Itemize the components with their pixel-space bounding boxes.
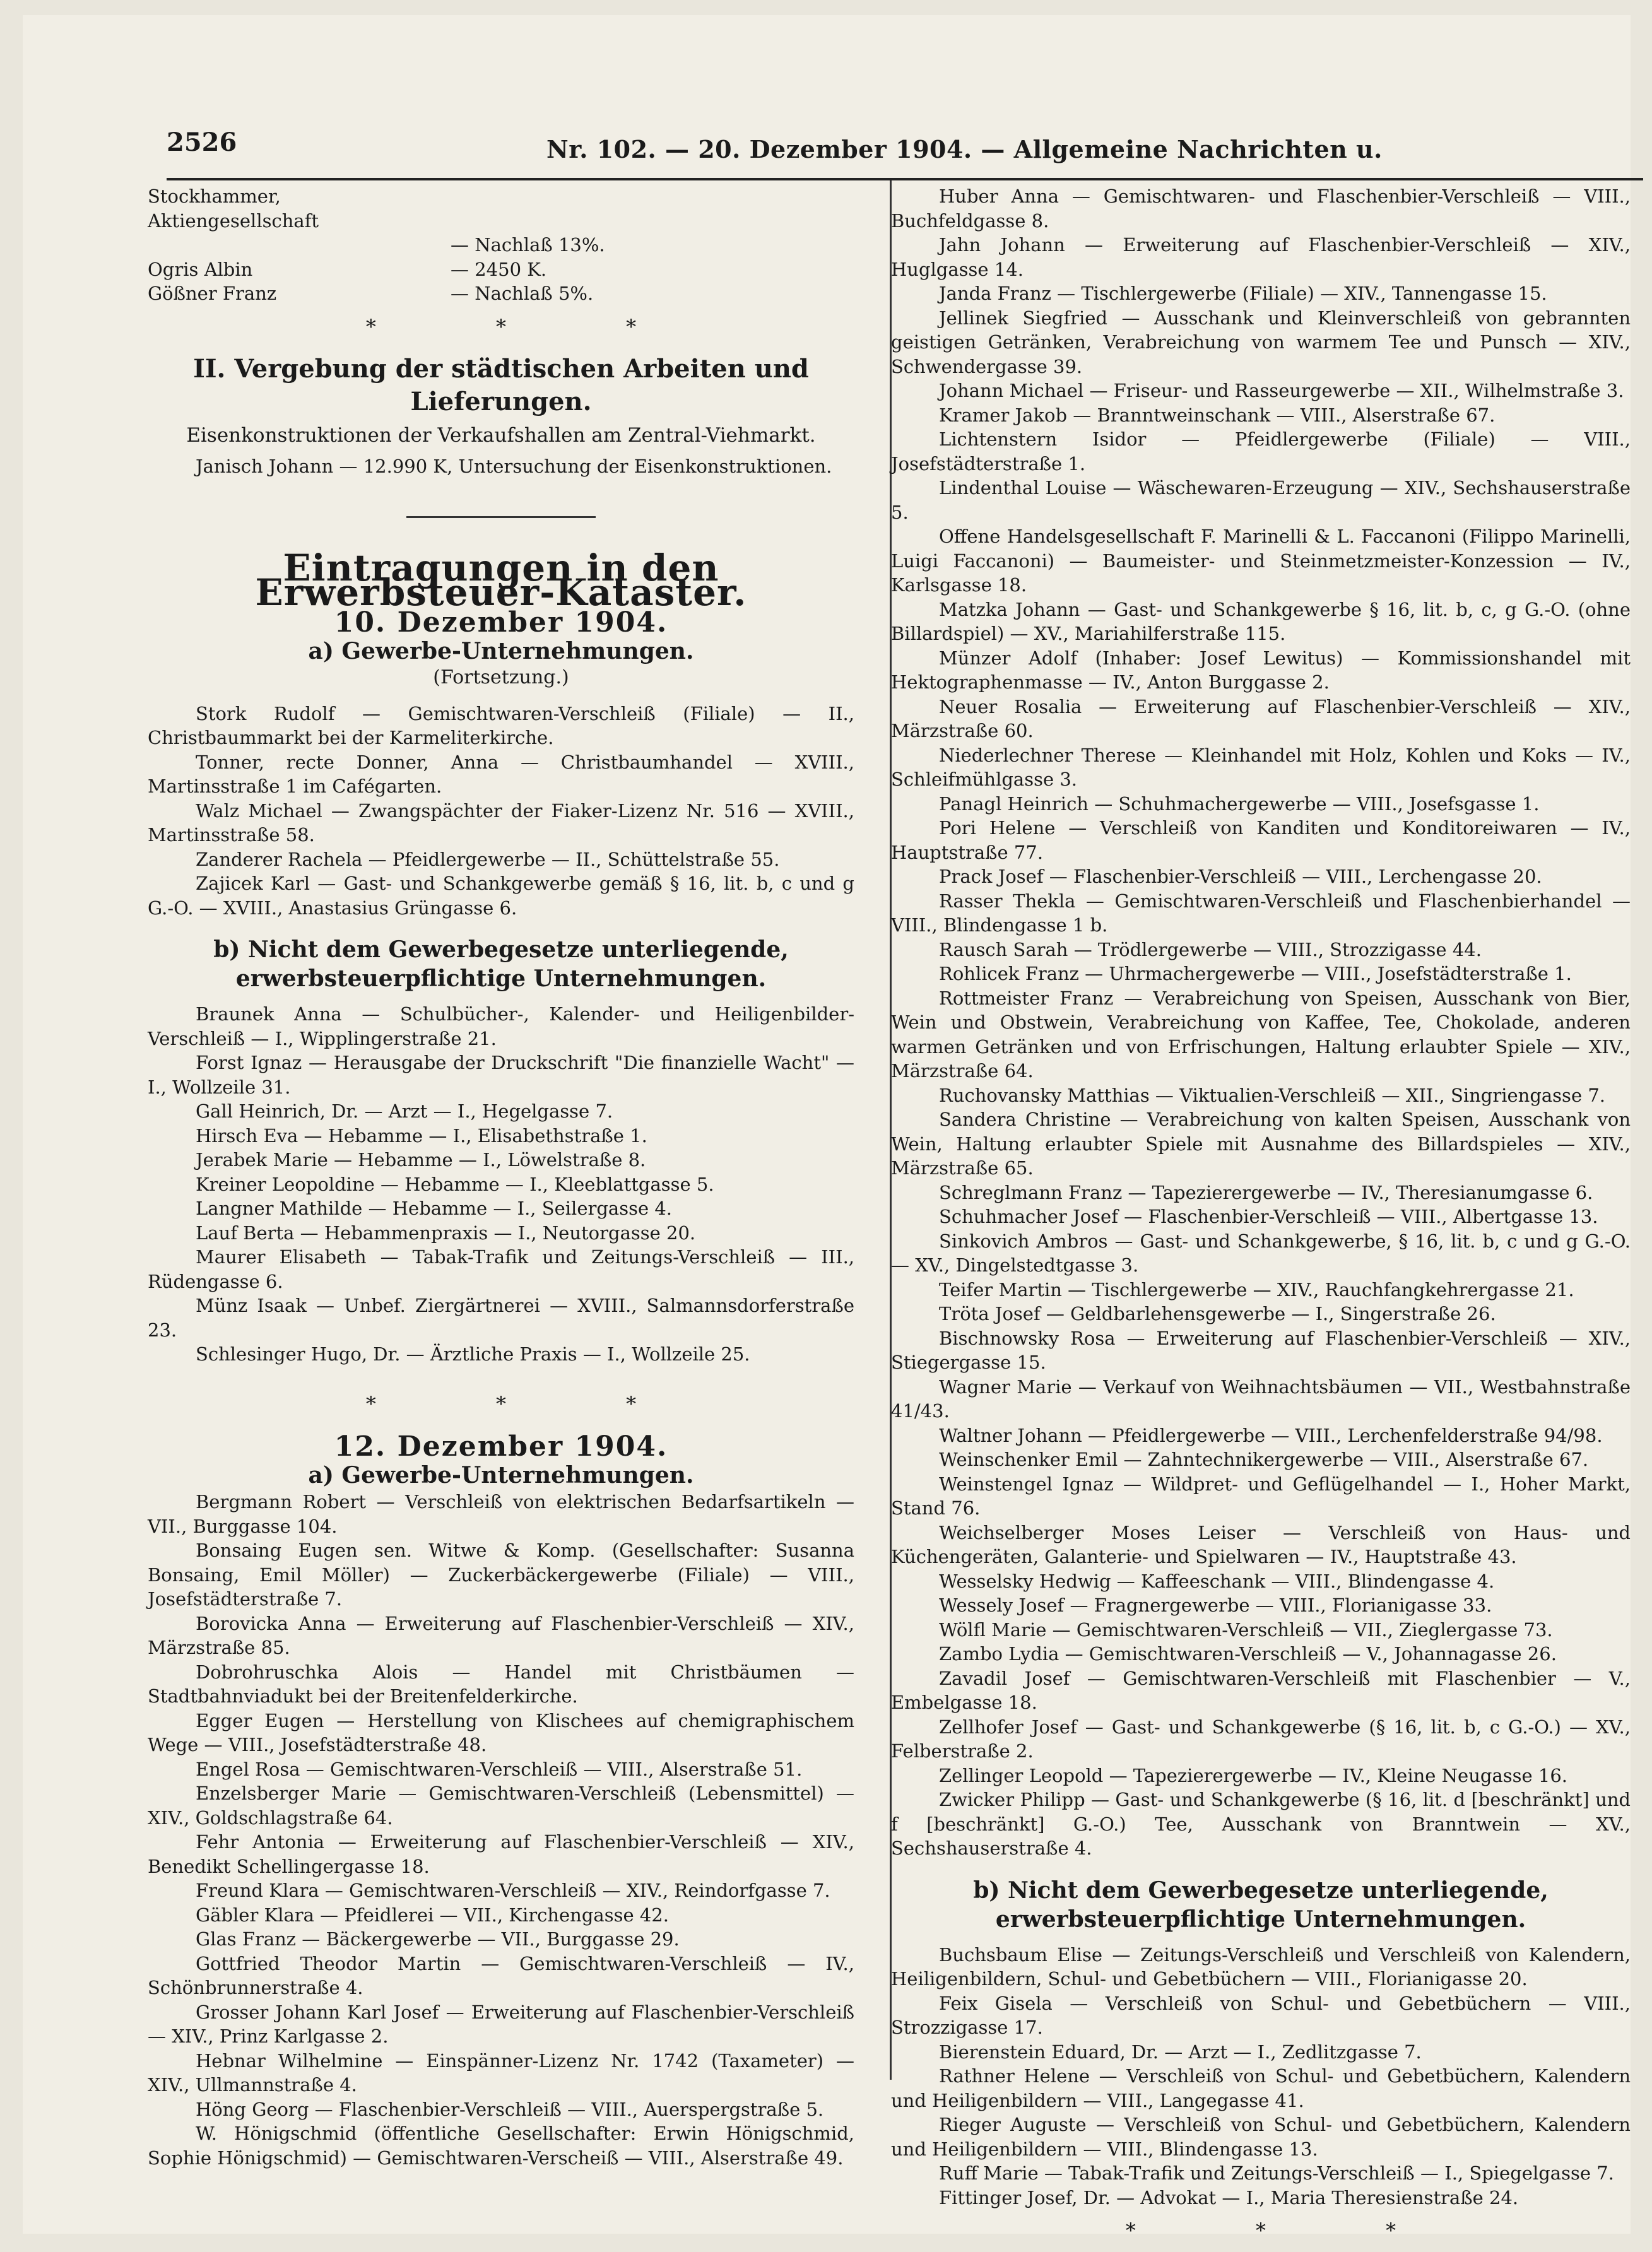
list-item: Sandera Christine — Verabreichung von kalten Speisen, Ausschank von Wein, Haltung erlaubter Spiele mit Ausnahme des Billardspieles — XIV., Märzstraße 65. (891, 1109, 1631, 1179)
list-item: Huber Anna — Gemischtwaren- und Flaschenbier-Verschleiß — VIII., Buchfeldgasse 8. (891, 186, 1631, 232)
list-item: Johann Michael — Friseur- und Rasseurgewerbe — XII., Wilhelmstraße 3. (939, 380, 1624, 401)
list-item: Buchsbaum Elise — Zeitungs-Verschleiß und Verschleiß von Kalendern, Heiligenbildern, Schul- und Gebetbüchern — VIII., Florianigasse 20. (891, 1943, 1631, 1990)
category-heading: b) Nicht dem Gewerbegesetze unterliegende, erwerbsteuerpflichtige Unternehmungen. (213, 936, 789, 992)
date-heading: 12. Dezember 1904. (334, 1430, 668, 1463)
stock-row: Stockhammer, Aktiengesellschaft (148, 186, 319, 232)
list-item: Schuhmacher Josef — Flaschenbier-Verschleiß — VIII., Albertgasse 13. (939, 1206, 1598, 1227)
list-item: Sinkovich Ambros — Gast- und Schankgewerbe, § 16, lit. b, c und g G.-O. — XV., Dingelstedtgasse 3. (891, 1230, 1631, 1276)
stars-separator: * * * (365, 314, 693, 339)
list-item: Egger Eugen — Herstellung von Klischees auf chemigraphischem Wege — VIII., Josefstädterstraße 48. (148, 1709, 854, 1755)
list-item: Bergmann Robert — Verschleiß von elektrischen Bedarfsartikeln — VII., Burggasse 104. (148, 1491, 854, 1537)
list-item: Freund Klara — Gemischtwaren-Verschleiß — XIV., Reindorfgasse 7. (196, 1880, 830, 1901)
list-item: Kreiner Leopoldine — Hebamme — I., Kleeblattgasse 5. (196, 1173, 714, 1195)
list-item: Zajicek Karl — Gast- und Schankgewerbe gemäß § 16, lit. b, c und g G.-O. — XVIII., Anastasius Grüngasse 6. (148, 873, 854, 919)
list-item: Wölfl Marie — Gemischtwaren-Verschleiß — VII., Zieglergasse 73. (939, 1618, 1553, 1641)
list-item: Zellinger Leopold — Tapezierergewerbe — IV., Kleine Neugasse 16. (939, 1764, 1567, 1786)
list-item: Zanderer Rachela — Pfeidlergewerbe — II., Schüttelstraße 55. (196, 848, 780, 870)
list-item: Bierenstein Eduard, Dr. — Arzt — I., Zedlitzgasse 7. (939, 2041, 1422, 2063)
section-subheading: Eisenkonstruktionen der Verkaufshallen am Zentral-Viehmarkt. (186, 424, 816, 447)
list-item: Janda Franz — Tischlergewerbe (Filiale) — XIV., Tannengasse 15. (939, 283, 1547, 304)
list-item: Bonsaing Eugen sen. Witwe & Komp. (Gesellschafter: Susanna Bonsaing, Emil Möller) — Zuckerbäckergewerbe (Filiale) — VIII., Josefstädterstraße 7. (148, 1540, 854, 1610)
list-item: Weichselberger Moses Leiser — Verschleiß von Haus- und Küchengeräten, Galanterie- und Spielwaren — IV., Hauptstraße 43. (891, 1521, 1631, 1567)
list-item: Schlesinger Hugo, Dr. — Ärztliche Praxis — I., Wollzeile 25. (196, 1343, 750, 1365)
list-item: Hirsch Eva — Hebamme — I., Elisabethstraße 1. (196, 1124, 647, 1147)
list-item: Waltner Johann — Pfeidlergewerbe — VIII., Lerchenfelderstraße 94/98. (939, 1424, 1603, 1446)
list-item: Matzka Johann — Gast- und Schankgewerbe § 16, lit. b, c, g G.-O. (ohne Billardspiel) — XV., Mariahilferstraße 115. (891, 598, 1631, 644)
entry-list (891, 1943, 1631, 2210)
list-item: Fittinger Josef, Dr. — Advokat — I., Maria Theresienstraße 24. (939, 2186, 1519, 2208)
list-item: Gottfried Theodor Martin — Gemischtwaren-Verschleiß — IV., Schönbrunnerstraße 4. (148, 1952, 854, 1998)
list-item: Janisch Johann — 12.990 K, Untersuchung der Eisenkonstruktionen. (196, 455, 832, 477)
list-item: Braunek Anna — Schulbücher-, Kalender- und Heiligenbilder-Verschleiß — I., Wipplingerstraße 21. (148, 1003, 854, 1049)
list-item: Zambo Lydia — Gemischtwaren-Verschleiß — V., Johannagasse 26. (939, 1643, 1557, 1665)
list-item: Kramer Jakob — Branntweinschank — VIII., Alserstraße 67. (939, 404, 1496, 426)
divider (406, 516, 596, 518)
right-column (891, 184, 1631, 2252)
category-heading: a) Gewerbe-Unternehmungen. (308, 1461, 694, 1489)
list-item: Zellhofer Josef — Gast- und Schankgewerbe (§ 16, lit. b, c G.-O.) — XV., Felberstraße 2. (891, 1716, 1631, 1762)
entry-list (891, 184, 1631, 1861)
main-title: Eintragungen in den Erwerbsteuer-Kataster. (255, 546, 747, 614)
page-number: 2526 (167, 127, 237, 157)
list-item: Lauf Berta — Hebammenpraxis — I., Neutorgasse 20. (196, 1222, 696, 1244)
list-item: Grosser Johann Karl Josef — Erweiterung auf Flaschenbier-Verschleiß — XIV., Prinz Karlgasse 2. (148, 2001, 854, 2047)
newspaper-page (23, 15, 1631, 2243)
section-heading: II. Vergebung der städtischen Arbeiten und Lieferungen. (193, 354, 809, 416)
list-item: Hebnar Wilhelmine — Einspänner-Lizenz Nr. 1742 (Taxameter) — XIV., Ullmannstraße 4. (148, 2049, 854, 2096)
list-item: Höng Georg — Flaschenbier-Verschleiß — VIII., Auerspergstraße 5. (196, 2098, 824, 2120)
list-item: Neuer Rosalia — Erweiterung auf Flaschenbier-Verschleiß — XIV., Märzstraße 60. (891, 695, 1631, 741)
list-item: Rottmeister Franz — Verabreichung von Speisen, Ausschank von Bier, Wein und Obstwein, Verabreichung von Kaffee, Tee, Chokolade, anderen warmen Getränken und von Erfrischungen, Haltung erlaubter Spiele — XIV., Märzstraße 64. (891, 987, 1631, 1082)
list-item: Wessely Josef — Fragnergewerbe — VIII., Florianigasse 33. (939, 1595, 1492, 1616)
list-item: Rausch Sarah — Trödlergewerbe — VIII., Strozzigasse 44. (939, 938, 1482, 960)
date-heading: 10. Dezember 1904. (334, 606, 668, 639)
list-item: Münz Isaak — Unbef. Ziergärtnerei — XVIII., Salmannsdorferstraße 23. (148, 1295, 854, 1341)
stars-separator: * * * (1125, 2219, 1453, 2243)
list-item: Zavadil Josef — Gemischtwaren-Verschleiß mit Flaschenbier — V., Embelgasse 18. (891, 1667, 1631, 1713)
list-item: Panagl Heinrich — Schuhmachergewerbe — VIII., Josefsgasse 1. (939, 793, 1540, 815)
running-header: Nr. 102. — 20. Dezember 1904. — Allgemeine Nachrichten u. (546, 135, 1383, 163)
list-item: Rasser Thekla — Gemischtwaren-Verschleiß und Flaschenbierhandel — VIII., Blindengasse 1 b. (891, 890, 1631, 936)
list-item: Rohlicek Franz — Uhrmachergewerbe — VIII., Josefstädterstraße 1. (939, 963, 1572, 984)
list-item: Weinstengel Ignaz — Wildpret- und Geflügelhandel — I., Hoher Markt, Stand 76. (891, 1473, 1631, 1519)
list-item: Weinschenker Emil — Zahntechnikergewerbe — VIII., Alserstraße 67. (939, 1449, 1589, 1470)
list-item: Lindenthal Louise — Wäschewaren-Erzeugung — XIV., Sechshauserstraße 5. (891, 477, 1631, 523)
list-item: Münzer Adolf (Inhaber: Josef Lewitus) — Kommissionshandel mit Hektographenmasse — IV., Anton Burggasse 2. (891, 647, 1631, 693)
list-item: Schreglmann Franz — Tapezierergewerbe — IV., Theresianumgasse 6. (939, 1181, 1593, 1203)
list-item: Gäbler Klara — Pfeidlerei — VII., Kirchengasse 42. (196, 1904, 669, 1926)
list-item: Dobrohruschka Alois — Handel mit Christbäumen — Stadtbahnviadukt bei der Breitenfelderkirche. (148, 1661, 854, 1707)
list-item: Rathner Helene — Verschleiß von Schul- und Gebetbüchern, Kalendern und Heiligenbildern — VIII., Langegasse 41. (891, 2065, 1631, 2111)
list-item: Lichtenstern Isidor — Pfeidlergewerbe (Filiale) — VIII., Josefstädterstraße 1. (891, 428, 1631, 475)
list-item: Borovicka Anna — Erweiterung auf Flaschenbier-Verschleiß — XIV., Märzstraße 85. (148, 1612, 854, 1658)
list-item: Tröta Josef — Geldbarlehensgewerbe — I., Singerstraße 26. (939, 1303, 1496, 1324)
list-item: Rieger Auguste — Verschleiß von Schul- und Gebetbüchern, Kalendern und Heiligenbildern — VIII., Blindengasse 13. (891, 2114, 1631, 2160)
stock-list (148, 184, 854, 306)
entry-list (148, 1002, 854, 1367)
entry-list (148, 702, 854, 921)
list-item: Ruchovansky Matthias — Viktualien-Verschleiß — XII., Singriengasse 7. (939, 1084, 1605, 1106)
category-heading: b) Nicht dem Gewerbegesetze unterliegende, erwerbsteuerpflichtige Unternehmungen. (973, 1877, 1549, 1933)
list-item: Jahn Johann — Erweiterung auf Flaschenbier-Verschleiß — XIV., Huglgasse 14. (891, 234, 1631, 280)
list-item: Engel Rosa — Gemischtwaren-Verschleiß — VIII., Alserstraße 51. (196, 1758, 803, 1780)
list-item: Enzelsberger Marie — Gemischtwaren-Verschleiß (Lebensmittel) — XIV., Goldschlagstraße 64. (148, 1783, 854, 1829)
list-item: Fehr Antonia — Erweiterung auf Flaschenbier-Verschleiß — XIV., Benedikt Schellingergasse 18. (148, 1831, 854, 1877)
entry-list (148, 1490, 854, 2170)
list-item: Langner Mathilde — Hebamme — I., Seilergasse 4. (196, 1198, 673, 1219)
list-item: Stork Rudolf — Gemischtwaren-Verschleiß (Filiale) — II., Christbaummarkt bei der Karmeliterkirche. (148, 702, 854, 748)
list-item: Niederlechner Therese — Kleinhandel mit Holz, Kohlen und Koks — IV., Schleifmühlgasse 3. (891, 744, 1631, 790)
category-heading: a) Gewerbe-Unternehmungen. (308, 637, 694, 664)
list-item: Offene Handelsgesellschaft F. Marinelli & L. Faccanoni (Filippo Marinelli, Luigi Faccanoni) — Baumeister- und Steinmetzmeister-Konzession — IV., Karlsgasse 18. (891, 526, 1631, 596)
list-item: Zwicker Philipp — Gast- und Schankgewerbe (§ 16, lit. d [beschränkt] und f [beschränkt] G.-O.) Tee, Ausschank von Branntwein — XV., Sechshauserstraße 4. (891, 1789, 1631, 1859)
list-item: Tonner, recte Donner, Anna — Christbaumhandel — XVIII., Martinsstraße 1 im Cafégarten. (148, 751, 854, 797)
list-item: Maurer Elisabeth — Tabak-Trafik und Zeitungs-Verschleiß — III., Rüdengasse 6. (148, 1246, 854, 1292)
header-rule (167, 178, 1643, 180)
stock-row: Ogris Albin — 2450 K. (148, 258, 547, 280)
list-item: Prack Josef — Flaschenbier-Verschleiß — VIII., Lerchengasse 20. (939, 866, 1542, 887)
left-column (148, 184, 854, 2170)
list-item: Jellinek Siegfried — Ausschank und Kleinverschleiß von gebrannten geistigen Getränken, Verabreichung von warmem Tee und Punsch — XIV., Schwendergasse 39. (891, 307, 1631, 377)
stock-row: — Nachlaß 13%. (451, 234, 605, 256)
list-item: Forst Ignaz — Herausgabe der Druckschrift "Die finanzielle Wacht" — I., Wollzeile 31. (148, 1052, 854, 1098)
list-item: Gall Heinrich, Dr. — Arzt — I., Hegelgasse 7. (196, 1100, 613, 1122)
list-item: W. Hönigschmid (öffentliche Gesellschafter: Erwin Hönigschmid, Sophie Hönigschmid) — Gemischtwaren-Verscheiß — VIII., Alserstraße 49. (148, 2123, 854, 2169)
list-item: Glas Franz — Bäckergewerbe — VII., Burggasse 29. (196, 1928, 680, 1950)
list-item: Ruff Marie — Tabak-Trafik und Zeitungs-Verschleiß — I., Spiegelgasse 7. (939, 2162, 1614, 2184)
list-item: Wagner Marie — Verkauf von Weihnachtsbäumen — VII., Westbahnstraße 41/43. (891, 1376, 1631, 1422)
stock-row: Gößner Franz — Nachlaß 5%. (148, 283, 594, 304)
continuation-note: (Fortsetzung.) (433, 666, 569, 688)
list-item: Jerabek Marie — Hebamme — I., Löwelstraße 8. (196, 1149, 646, 1170)
list-item: Pori Helene — Verschleiß von Kanditen und Konditoreiwaren — IV., Hauptstraße 77. (891, 817, 1631, 863)
list-item: Teifer Martin — Tischlergewerbe — XIV., Rauchfangkehrergasse 21. (939, 1278, 1574, 1300)
list-item: Wesselsky Hedwig — Kaffeeschank — VIII., Blindengasse 4. (939, 1570, 1495, 1592)
list-item: Bischnowsky Rosa — Erweiterung auf Flaschenbier-Verschleiß — XIV., Stiegergasse 15. (891, 1327, 1631, 1373)
stars-separator: * * * (365, 1391, 693, 1416)
list-item: Walz Michael — Zwangspächter der Fiaker-Lizenz Nr. 516 — XVIII., Martinsstraße 58. (148, 799, 854, 846)
list-item: Feix Gisela — Verschleiß von Schul- und Gebetbüchern — VIII., Strozzigasse 17. (891, 1992, 1631, 2038)
